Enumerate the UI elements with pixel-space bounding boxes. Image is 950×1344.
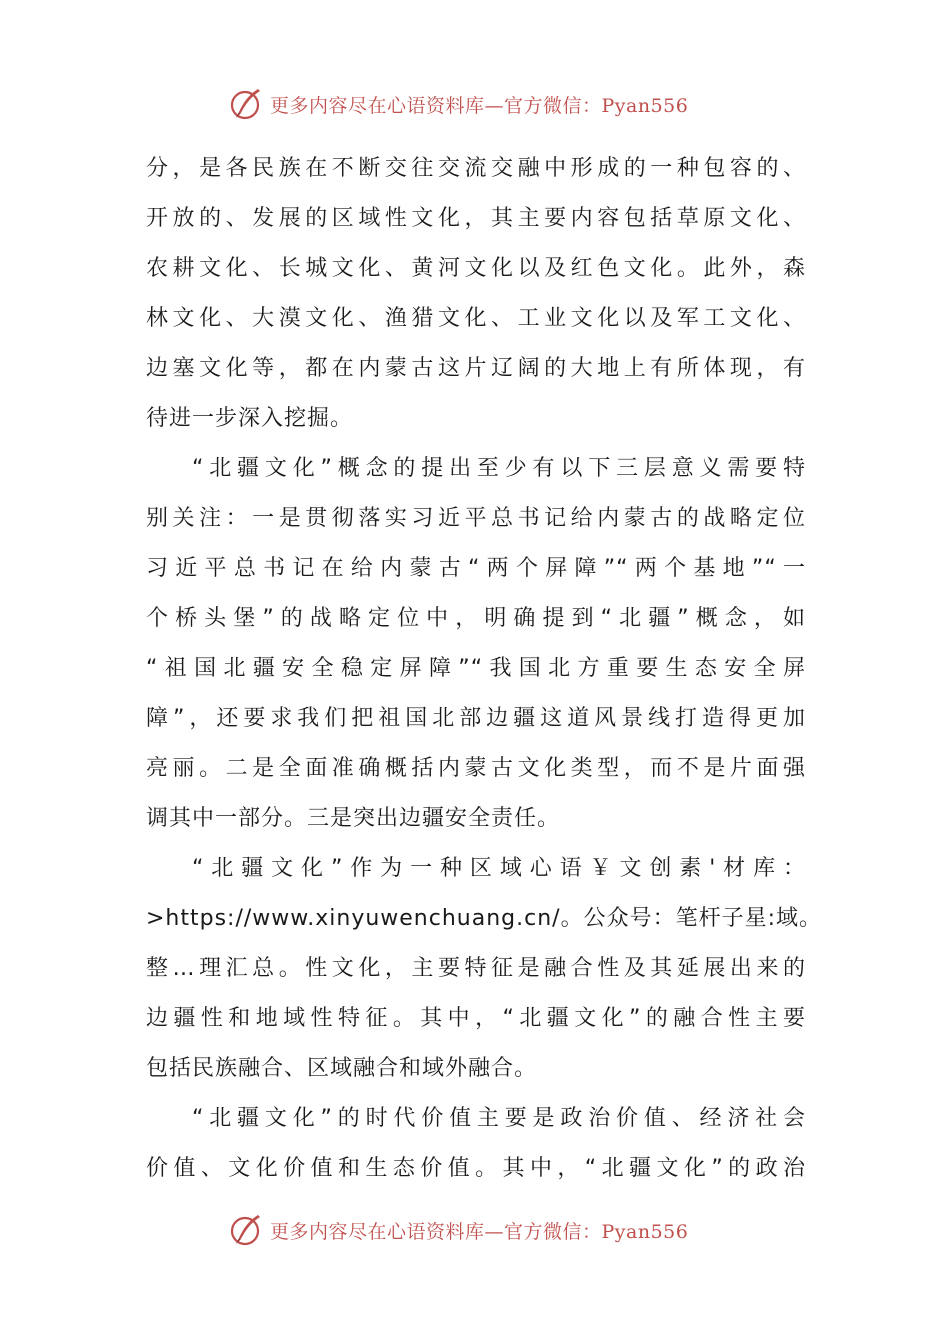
text-line: 分，是各民族在不断交往交流交融中形成的一种包容的、 [146,156,806,181]
text-line: 调其中一部分。三是突出边疆安全责任。 [146,806,561,831]
text-line: 待进一步深入挖掘。 [146,406,354,431]
text-line: 别关注：一是贯彻落实习近平总书记给内蒙古的战略定位 [146,506,806,531]
text-line: 习近平总书记在给内蒙古“两个屏障”“两个基地”“一 [146,556,806,581]
text-line: “祖国北疆安全稳定屏障”“我国北方重要生态安全屏 [146,656,806,681]
quill-pen-icon [228,86,264,122]
text-line: 包括民族融合、区域融合和域外融合。 [146,1056,538,1081]
watermark-text: 更多内容尽在心语资料库—官方微信：Pyan556 [270,94,689,117]
text-line: 林文化、大漠文化、渔猎文化、工业文化以及军工文化、 [146,306,806,331]
text-line: 整…理汇总。性文化，主要特征是融合性及其延展出来的 [146,956,806,981]
text-line: 开放的、发展的区域性文化，其主要内容包括草原文化、 [146,206,806,231]
watermark-banner-top [228,84,748,124]
text-line: 边疆性和地域性特征。其中，“北疆文化”的融合性主要 [146,1006,806,1031]
text-line: “北疆文化”概念的提出至少有以下三层意义需要特 [192,456,806,481]
watermark-text: 更多内容尽在心语资料库—官方微信：Pyan556 [270,1220,689,1243]
quill-pen-icon [228,1212,264,1248]
document-body [146,144,822,1194]
text-line: 价值、文化价值和生态价值。其中，“北疆文化”的政治 [146,1156,806,1181]
text-line: 障”，还要求我们把祖国北部边疆这道风景线打造得更加 [146,706,806,731]
text-line: >https://www.xinyuwenchuang.cn/。公众号：笔杆子星:域。 [146,906,822,931]
text-line: 农耕文化、长城文化、黄河文化以及红色文化。此外，森 [146,256,806,281]
text-line: “北疆文化”的时代价值主要是政治价值、经济社会 [192,1106,806,1131]
text-line: 边塞文化等，都在内蒙古这片辽阔的大地上有所体现，有 [146,356,806,381]
text-line: “北疆文化”作为一种区域心语￥文创素'材库： [192,856,806,881]
text-line: 个桥头堡”的战略定位中，明确提到“北疆”概念，如 [146,606,806,631]
text-line: 亮丽。二是全面准确概括内蒙古文化类型，而不是片面强 [146,756,806,781]
watermark-banner-bottom [228,1210,748,1250]
